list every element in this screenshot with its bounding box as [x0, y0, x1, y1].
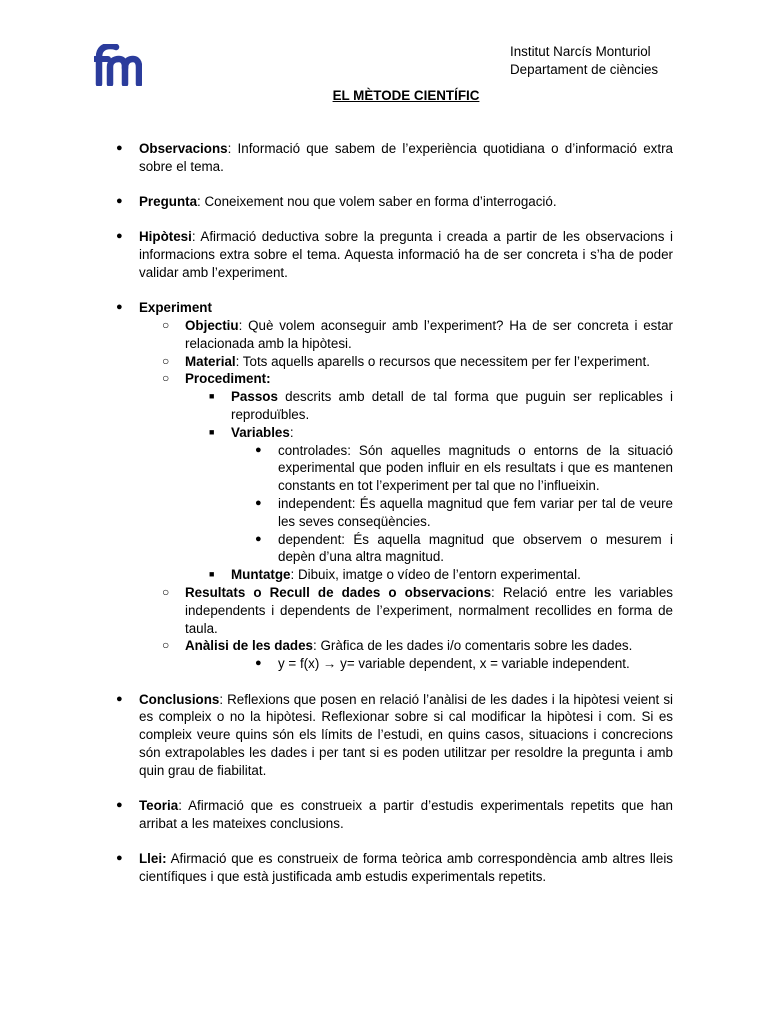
document-header [510, 43, 658, 78]
institution-name: Institut Narcís Monturiol [510, 44, 651, 59]
list-item-pregunta: ● Pregunta: Coneixement nou que volem saber en forma d’interrogació. [139, 193, 673, 211]
department-name: Departament de ciències [510, 61, 659, 77]
list-item-experiment: ● Experiment [139, 299, 673, 317]
document-body [139, 140, 673, 886]
list-item-conclusions: ● Conclusions: Reflexions que posen en relació l’anàlisi de les dades i la hipòtesi veient si es compleix o no la hipòtesi. Reflexionar sobre si cal modificar la hipòtesi i com. Si es compleix veure quins són els límits de l’estudi, en quins casos, situacions i concrecions són extrapolables les dades i per tant si es poden utilitzar per resoldre la pregunta i amb quin grau de fiabilitat. [139, 691, 673, 780]
school-logo [94, 44, 142, 86]
list-item-teoria: ● Teoria: Afirmació que es construeix a partir d’estudis experimentals repetits que han arribat a les mateixes conclusions. [139, 797, 673, 833]
list-item-observacions: ● Observacions: Informació que sabem de l’experiència quotidiana o d’informació extra sobre el tema. [139, 140, 673, 176]
sublist-item-variables: ■ Variables: [231, 424, 673, 442]
fm-logo-icon [94, 44, 142, 86]
variable-controlades: ● controlades: Són aquelles magnituds o entorns de la situació experimental que poden influir en els resultats i que es mantenen constants en tot l’experiment per tal que no l’influeixin. [278, 442, 673, 495]
document-title: EL MÈTODE CIENTÍFIC [332, 88, 480, 103]
sublist-item-passos: ■ Passos descrits amb detall de tal forma que puguin ser replicables i reproduïbles. [231, 388, 673, 424]
list-item-hipotesi: ● Hipòtesi: Afirmació deductiva sobre la pregunta i creada a partir de les observacions i informacions extra sobre el tema. Aquesta informació ha de ser concreta i s’ha de poder validar amb l’experiment. [139, 228, 673, 281]
formula-line: ● y = f(x) → y= variable dependent, x = variable independent. [278, 655, 673, 673]
variable-dependent: ● dependent: És aquella magnitud que observem o mesurem i depèn d’una altra magnitud. [278, 531, 673, 567]
sublist-item-analisi: ○ Anàlisi de les dades: Gràfica de les dades i/o comentaris sobre les dades. [185, 637, 673, 655]
list-item-llei: ● Llei: Afirmació que es construeix de forma teòrica amb correspondència amb altres lleis científiques i que està justificada amb estudis experimentals repetits. [139, 850, 673, 886]
variable-independent: ● independent: És aquella magnitud que fem variar per tal de veure les seves conseqüències. [278, 495, 673, 531]
sublist-item-objectiu: ○ Objectiu: Què volem aconseguir amb l’experiment? Ha de ser concreta i estar relacionada amb la hipòtesi. [185, 317, 673, 353]
sublist-item-resultats: ○ Resultats o Recull de dades o observacions: Relació entre les variables independents i dependents de l’experiment, normalment recollides en forma de taula. [185, 584, 673, 637]
sublist-item-material: ○ Material: Tots aquells aparells o recursos que necessitem per fer l’experiment. [185, 353, 673, 371]
sublist-item-muntatge: ■ Muntatge: Dibuix, imatge o vídeo de l’entorn experimental. [231, 566, 673, 584]
sublist-item-procediment: ○ Procediment: [185, 370, 673, 388]
